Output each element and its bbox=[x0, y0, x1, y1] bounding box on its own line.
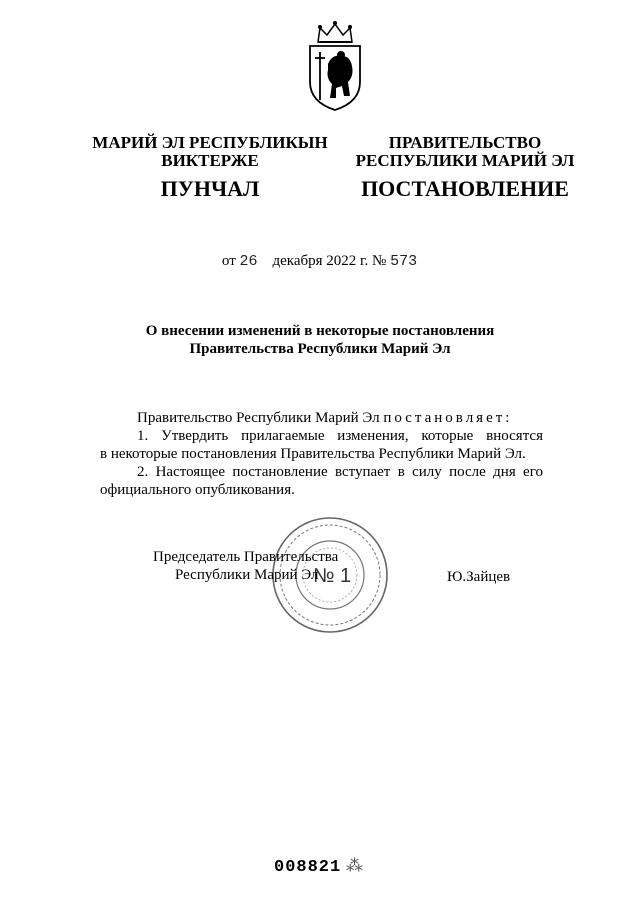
item1-line2: в некоторые постановления Правительства Республики Марий Эл. bbox=[100, 446, 526, 462]
form-serial-number: 008821 bbox=[274, 858, 342, 877]
item2-line2: официального опубликования. bbox=[100, 482, 295, 498]
date-line bbox=[0, 253, 639, 270]
signatory-name: Ю.Зайцев bbox=[447, 569, 511, 585]
header-right-line1: ПРАВИТЕЛЬСТВО bbox=[388, 133, 542, 152]
intro-prefix: Правительство Республики Марий Эл bbox=[137, 410, 380, 426]
coat-of-arms-emblem bbox=[306, 20, 364, 112]
header-left-line2: ВИКТЕРЖЕ bbox=[161, 151, 259, 170]
header-left-doc-type: ПУНЧАЛ bbox=[160, 176, 260, 201]
date-prefix: от bbox=[221, 253, 236, 269]
document-number: 573 bbox=[390, 253, 418, 270]
header-right-doc-type: ПОСТАНОВЛЕНИЕ bbox=[361, 176, 569, 201]
signatory-position-line2: Республики Марий Эл bbox=[175, 567, 319, 583]
document-title-line2: Правительства Республики Марий Эл bbox=[189, 341, 451, 357]
item2-line1: 2. Настоящее постановление вступает в силу после дня его bbox=[137, 464, 543, 480]
header-right-line2: РЕСПУБЛИКИ МАРИЙ ЭЛ bbox=[355, 151, 575, 170]
item1-line1: 1. Утвердить прилагаемые изменения, которые вносятся bbox=[137, 428, 543, 444]
signatory-position-line1: Председатель Правительства bbox=[153, 549, 339, 565]
intro-decree-word: постановляет: bbox=[383, 410, 513, 426]
date-month-year: декабря 2022 г. № bbox=[272, 253, 387, 269]
stamp-number: № 1 bbox=[313, 565, 352, 587]
document-title-line1: О внесении изменений в некоторые постановления bbox=[145, 323, 495, 339]
serial-mark-icon: ⁂ bbox=[346, 856, 363, 875]
header-left-line1: МАРИЙ ЭЛ РЕСПУБЛИКЫН bbox=[92, 133, 328, 152]
intro-paragraph bbox=[137, 409, 543, 427]
date-day: 26 bbox=[239, 253, 258, 270]
